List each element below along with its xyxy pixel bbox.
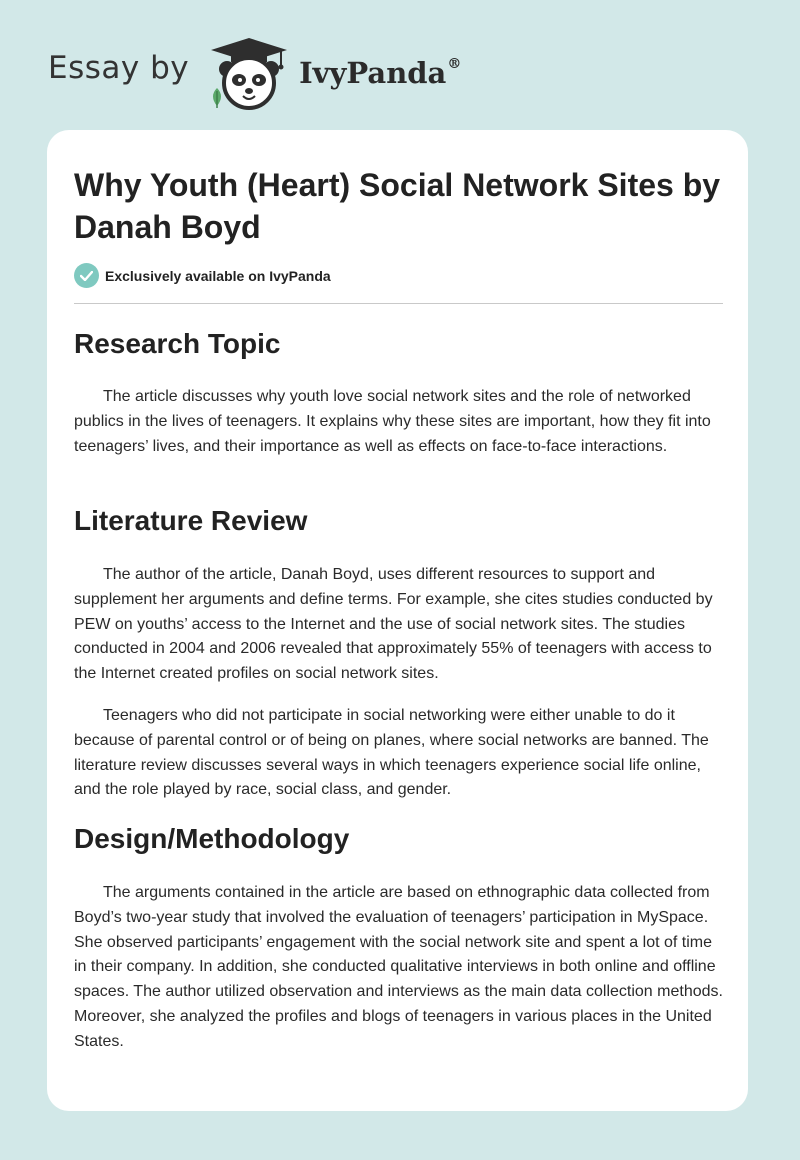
paragraph: Teenagers who did not participate in social networking were either unable to do it because of parental control or of being on planes, where social networks are banned. The literature review discusses several ways in which teenagers experience social life online, and the role played by race, social class, and gender. [74, 707, 709, 799]
brand-name[interactable]: IvyPanda® [299, 56, 462, 90]
essay-card [47, 130, 748, 1111]
essay-by-label: Essay by [48, 50, 190, 86]
section-heading-research-topic: Research Topic [74, 328, 281, 359]
paragraph: The article discusses why youth love social network sites and the role of networked publics in the lives of teenagers. It explains why these sites are important, how they fit into teenagers’ lives, and their importance as well as effects on face-to-face interactions. [74, 388, 711, 455]
panda-graduate-logo-icon[interactable] [207, 36, 291, 112]
section-heading-design-methodology: Design/Methodology [74, 823, 350, 854]
paragraph: The author of the article, Danah Boyd, uses different resources to support and supplement her arguments and define terms. For example, she cites studies conducted by PEW on youths’ access to the Internet and the use of social network sites. The studies conducted in 2004 and 2006 revealed that approximately 55% of teenagers with access to the Internet created profiles on social network sites. [74, 566, 713, 683]
paragraph: The arguments contained in the article are based on ethnographic data collected from Boyd’s two-year study that involved the evaluation of teenagers’ participation in MySpace. She observed participants’ engagement with the social network site and spent a lot of time in their company. In addition, she conducted qualitative interviews in both online and offline spaces. The author utilized observation and interviews as the main data collection methods. Moreover, she analyzed the profiles and blogs of teenagers in various places in the United States. [74, 884, 723, 1050]
check-icon [74, 263, 99, 288]
divider [74, 303, 723, 304]
page-title: Why Youth (Heart) Social Network Sites by Danah Boyd [74, 167, 721, 245]
section-heading-literature-review: Literature Review [74, 505, 308, 536]
exclusive-label: Exclusively available on IvyPanda [105, 267, 331, 284]
registered-mark: ® [447, 56, 462, 73]
exclusive-badge [74, 263, 331, 288]
site-header [48, 34, 461, 114]
